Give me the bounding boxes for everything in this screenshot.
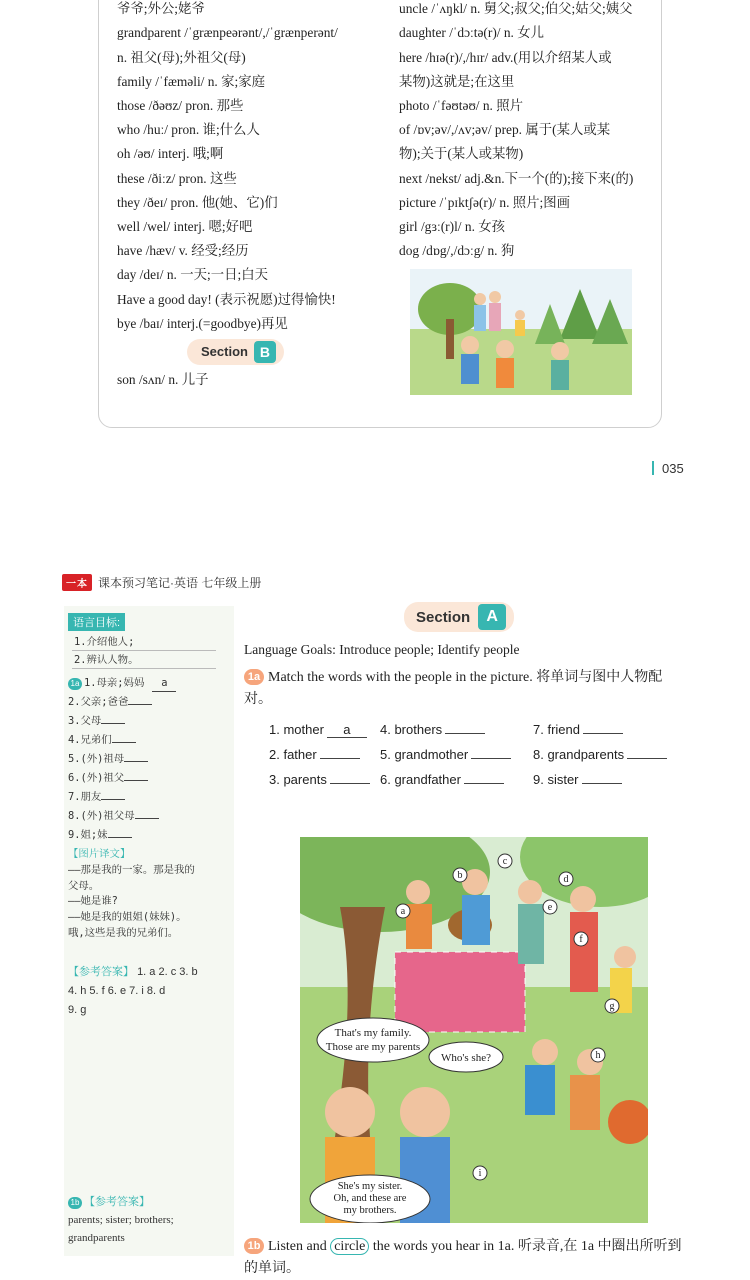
section-a-heading <box>404 602 514 632</box>
page-header <box>62 574 261 590</box>
vocab-line: they /ðeɪ/ pron. 他(她、它)们 <box>117 194 278 210</box>
match-item <box>380 722 485 737</box>
section-a-badge: A <box>478 604 506 630</box>
person-label: a <box>400 906 406 917</box>
match-item <box>380 772 504 787</box>
sidebar-item-text: 3.父母 <box>68 715 102 727</box>
answer-blank <box>124 761 148 762</box>
language-goals: Language Goals: Introduce people; Identify people <box>244 642 520 657</box>
family-park-illustration <box>410 269 632 395</box>
vocab-line: Have a good day! (表示祝愿)过得愉快! <box>117 291 336 307</box>
bubble-text: Oh, and these are <box>333 1193 407 1204</box>
answers-tag: 【参考答案】 <box>68 966 134 978</box>
vocab-line: of /ɒv;əv/,/ʌv;əv/ prep. 属于(某人或某 <box>399 122 611 138</box>
answers-1b-line: grandparents <box>68 1232 125 1244</box>
match-word: 4. brothers <box>380 722 443 737</box>
speech-bubble <box>317 1018 429 1062</box>
person-label: e <box>547 902 553 913</box>
section-b-label: Section <box>201 344 248 360</box>
vocab-line: day /deɪ/ n. 一天;一日;白天 <box>117 267 269 283</box>
person-label: d <box>563 874 569 885</box>
vocab-right-column <box>399 0 649 263</box>
instruction-1b-pre: Listen and <box>268 1239 327 1254</box>
brand-logo: 一本 <box>62 574 92 591</box>
match-answer-input[interactable] <box>330 783 370 784</box>
match-word: 2. father <box>269 747 317 762</box>
vocab-left-column <box>117 0 372 392</box>
person-label: g <box>609 1001 615 1012</box>
translation-line: 父母。 <box>68 879 100 892</box>
person-label: f <box>579 934 583 945</box>
vocab-line: photo /ˈfəʊtəʊ/ n. 照片 <box>399 98 524 114</box>
sidebar-item-text: 8.(外)祖父母 <box>68 810 135 822</box>
sidebar-item <box>68 675 176 692</box>
section-a-label: Section <box>416 608 471 626</box>
instruction-1b <box>244 1236 684 1280</box>
sidebar-item <box>68 808 159 824</box>
vocab-line: grandparent /ˈgrænpeərənt/,/ˈgrænperənt/ <box>117 25 338 41</box>
circle-word: circle <box>330 1238 369 1255</box>
family-picnic-illustration <box>300 837 648 1223</box>
top-page <box>0 0 750 500</box>
sidebar-item <box>68 751 148 767</box>
match-item <box>533 722 623 737</box>
bubble-text: She's my sister. <box>337 1181 403 1192</box>
match-answer-input[interactable] <box>582 783 622 784</box>
answers-line: 9. g <box>68 1004 87 1016</box>
instruction-1a <box>244 667 684 711</box>
vocab-line: son /sʌn/ n. 儿子 <box>117 372 209 388</box>
vocab-line: well /wel/ interj. 嗯;好吧 <box>117 219 253 235</box>
match-answer-input[interactable] <box>627 758 667 759</box>
page-number-bar <box>652 461 654 475</box>
match-word: 5. grandmother <box>380 747 469 762</box>
match-word: 8. grandparents <box>533 747 625 762</box>
vocab-line: who /huː/ pron. 谁;什么人 <box>117 122 260 138</box>
sidebar-item-text: 2.父亲;爸爸 <box>68 696 129 708</box>
instruction-1b-post: the words you hear in 1a. 听录音,在 1a 中圈出所听到的单词。 <box>244 1239 682 1276</box>
answers-line: 1. a 2. c 3. b <box>137 966 198 978</box>
answer-blank: a <box>152 675 176 692</box>
sidebar-item <box>68 694 152 710</box>
bubble-text: That's my family. <box>334 1027 412 1039</box>
answer-blank <box>112 742 136 743</box>
person-label: c <box>502 856 508 867</box>
vocab-line: here /hɪə(r)/,/hɪr/ adv.(用以介绍某人或 <box>399 49 612 65</box>
sidebar-item <box>68 713 125 729</box>
answer-blank <box>124 780 148 781</box>
answer-key-1b <box>68 1193 228 1247</box>
translation-line: ——那是我的一家。那是我的 <box>68 863 195 876</box>
vocab-line: have /hæv/ v. 经受;经历 <box>117 243 249 259</box>
match-item <box>269 772 370 787</box>
vocab-line: 某物)这就是;在这里 <box>399 73 515 89</box>
match-answer-input[interactable] <box>464 783 504 784</box>
vocab-line: n. 祖父(母);外祖父(母) <box>117 49 246 65</box>
instruction-1a-cn: 将单词与图中人物配对。 <box>244 670 663 707</box>
answer-key-1a <box>68 963 228 1020</box>
vocab-line: uncle /ˈʌŋkl/ n. 舅父;叔父;伯父;姑父;姨父 <box>399 1 633 17</box>
picture-translation <box>68 847 228 942</box>
match-word: 6. grandfather <box>380 772 461 787</box>
answers-1b-line: parents; sister; brothers; <box>68 1214 174 1226</box>
match-answer-input[interactable] <box>471 758 511 759</box>
sidebar-item <box>68 732 136 748</box>
answers-line: 4. h 5. f 6. e 7. i 8. d <box>68 985 166 997</box>
instruction-1a-en: Match the words with the people in the picture. <box>268 670 533 685</box>
match-item <box>380 747 511 762</box>
vocab-line: 物);关于(某人或某物) <box>399 146 524 162</box>
vocab-line: bye /baɪ/ interj.(=goodbye)再见 <box>117 315 288 331</box>
vocab-line: oh /əʊ/ interj. 哦;啊 <box>117 146 224 162</box>
vocabulary-card <box>98 0 662 428</box>
label-1a-icon: 1a <box>244 669 264 685</box>
page-number-text: 035 <box>662 461 684 476</box>
bubble-text: Those are my parents <box>325 1041 421 1053</box>
answer-blank <box>128 704 152 705</box>
match-word: 7. friend <box>533 722 580 737</box>
label-1b-badge: 1b <box>68 1197 82 1209</box>
book-title: 课本预习笔记·英语 七年级上册 <box>98 575 262 590</box>
vocab-line: 爷爷;外公;姥爷 <box>117 1 205 17</box>
answers-1b-tag: 【参考答案】 <box>84 1196 150 1208</box>
match-word: 3. parents <box>269 772 327 787</box>
match-answer-input[interactable] <box>583 733 623 734</box>
bubble-text: my brothers. <box>343 1205 397 1216</box>
sidebar-item-text: 9.姐;妹 <box>68 829 108 841</box>
notes-sidebar <box>64 606 234 1256</box>
translation-line: ——她是谁? <box>68 895 118 908</box>
translation-tag: 【图片译文】 <box>68 848 131 860</box>
person-label: i <box>478 1168 482 1179</box>
translation-line: ——她是我的姐姐(妹妹)。 <box>68 911 187 924</box>
answer-blank <box>135 818 159 819</box>
vocab-line: those /ðəʊz/ pron. 那些 <box>117 98 244 114</box>
match-item <box>533 772 622 787</box>
vocab-line: daughter /ˈdɔːtə(r)/ n. 女儿 <box>399 25 545 41</box>
match-item <box>269 747 360 762</box>
match-answer-input[interactable] <box>320 758 360 759</box>
answer-blank <box>101 723 125 724</box>
translation-line: 哦,这些是我的兄弟们。 <box>68 926 179 939</box>
sidebar-item <box>68 827 132 843</box>
picnic-tablecloth <box>395 952 525 1032</box>
match-answer-input[interactable]: a <box>327 722 367 738</box>
sidebar-item-text: 6.(外)祖父 <box>68 772 125 784</box>
goal-line: 2.辨认人物。 <box>72 652 216 669</box>
match-word: 9. sister <box>533 772 579 787</box>
bottom-page <box>0 560 750 1276</box>
vocab-line: family /ˈfæməli/ n. 家;家庭 <box>117 73 266 89</box>
label-1a-badge: 1a <box>68 678 82 690</box>
answer-blank <box>108 837 132 838</box>
vocab-line: girl /gɜː(r)l/ n. 女孩 <box>399 219 506 235</box>
answer-blank <box>101 799 125 800</box>
sidebar-item-text: 7.朋友 <box>68 791 102 803</box>
sidebar-item-text: 1.母亲;妈妈 <box>84 677 145 689</box>
section-b-heading <box>187 339 284 365</box>
match-item <box>533 747 667 762</box>
match-word: 1. mother <box>269 722 324 737</box>
page-number <box>652 461 684 476</box>
sidebar-item-text: 4.兄弟们 <box>68 734 112 746</box>
match-answer-input[interactable] <box>445 733 485 734</box>
language-goal-tag: 语言目标: <box>68 613 125 631</box>
person-label: b <box>457 870 463 881</box>
goal-line: 1.介绍他人; <box>72 634 216 651</box>
vocab-line: these /ðiːz/ pron. 这些 <box>117 170 237 186</box>
match-item <box>269 722 367 738</box>
person-label: h <box>595 1050 601 1061</box>
sidebar-item <box>68 789 125 805</box>
vocab-line: picture /ˈpɪktʃə(r)/ n. 照片;图画 <box>399 194 571 210</box>
sidebar-item-text: 5.(外)祖母 <box>68 753 125 765</box>
bubble-text: Who's she? <box>441 1052 491 1064</box>
section-b-badge: B <box>254 341 276 363</box>
label-1b-icon: 1b <box>244 1238 264 1254</box>
vocab-line: next /nekst/ adj.&n.下一个(的);接下来(的) <box>399 170 634 186</box>
sidebar-item <box>68 770 148 786</box>
vocab-line: dog /dɒg/,/dɔːg/ n. 狗 <box>399 243 515 259</box>
